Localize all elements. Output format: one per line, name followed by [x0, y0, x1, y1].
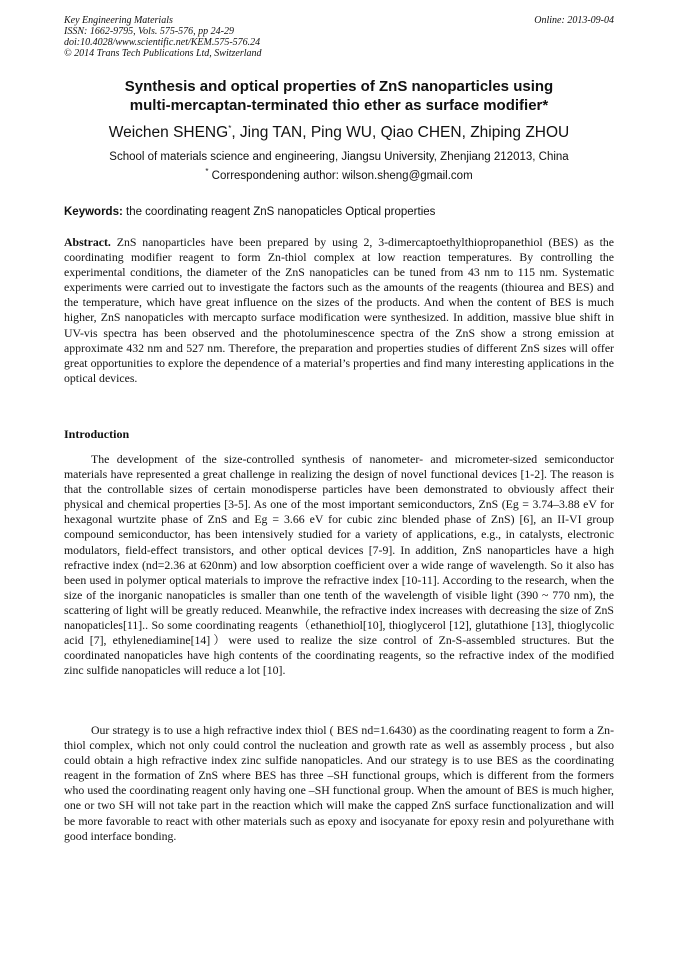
first-author: Weichen SHENG	[108, 124, 229, 141]
corresponding-mark: *	[228, 123, 232, 133]
keywords-label: Keywords:	[64, 206, 123, 218]
affiliation: School of materials science and engineering, Jiangsu University, Zhenjiang 212013, China	[109, 151, 569, 163]
correspondence-mark: *	[205, 167, 209, 177]
copyright-line: © 2014 Trans Tech Publications Ltd, Switzerland	[64, 48, 262, 59]
paper-title	[64, 77, 614, 115]
abstract-label: Abstract.	[64, 235, 111, 249]
journal-header	[64, 15, 614, 59]
correspondence	[64, 169, 614, 183]
keywords	[64, 205, 614, 219]
other-authors: , Jing TAN, Ping WU, Qiao CHEN, Zhiping ZHOU	[231, 124, 570, 141]
issn-line: ISSN: 1662-9795, Vols. 575-576, pp 24-29	[64, 26, 234, 37]
journal-name: Key Engineering Materials	[64, 15, 173, 26]
abstract-text: ZnS nanoparticles have been prepared by using 2, 3-dimercaptoethylthiopropanethiol (BES) as the coordinating modifier reagent to form Zn-thiol complex at low reaction temperatures. By controlling the experimental conditions, the diameter of the ZnS nanopaticles can be tuned from 43 nm to 115 nm. Systematic experiments were carried out to investigate the factors such as the amounts of the reagents (thiourea and BES) and the temperature, which have great influence on the sizes of the products. And when the content of BES is much higher, ZnS nanopaticles with mercapto surface modification were synthesized. In addition, massive blue shift in UV-vis spectra has been observed and the photoluminescence spectra of the ZnS show a strong emission at approximate 432 nm and 527 nm. Therefore, the preparation and properties studies of different ZnS sizes will offer great opportunities to explore the dependence of a material’s properties and find many interesting applications in the optical devices.	[64, 235, 614, 385]
introduction-paragraph-2: Our strategy is to use a high refractive index thiol ( BES nd=1.6430) as the coordinating reagent to form a Zn-thiol complex, which not only could control the nucleation and growth rate as well as assembly process , but also could obtain a high refractive index zinc sulfide nanopaticles. And our strategy is to use BES as the coordinating reagent in the formation of ZnS where BES has three –SH functional groups, which is different from the formers who used the coordinating reagent only having one –SH functional group. When the amount of BES is much higher, one or two SH will not take part in the reaction which will make the capped ZnS surface functionalization and will be more favorable to react with other materials such as epoxy and isocyanate for epoxy resin and polyurethane with good interface bonding.	[64, 723, 614, 843]
title-line-1: Synthesis and optical properties of ZnS nanoparticles using	[124, 78, 554, 95]
online-date: Online: 2013-09-04	[534, 15, 614, 26]
journal-info	[64, 15, 614, 59]
introduction-heading: Introduction	[64, 427, 130, 441]
title-line-2: multi-mercaptan-terminated thio ether as surface modifier*	[129, 97, 549, 114]
keywords-text: the coordinating reagent ZnS nanopaticles Optical properties	[126, 206, 436, 218]
doi-line: doi:10.4028/www.scientific.net/KEM.575-576.24	[64, 37, 261, 48]
abstract	[64, 235, 614, 386]
introduction-paragraph-1: The development of the size-controlled synthesis of nanometer- and micrometer-sized semiconductor materials have represented a great challenge in realizing the design of novel functional devices [1-2]. The reason is that the controllable sizes of certain monodisperse particles have been demonstrated to obviously affect their physical and chemical properties [3-5]. As one of the most important semiconductors, ZnS (Eg = 3.74–3.88 eV for hexagonal wurtzite phase of ZnS and Eg = 3.66 eV for cubic zinc blended phase of ZnS) [6], an II-VI group compound semiconductor, has been intensively studied for a variety of applications, e.g., in catalysts, electronic modulators, field-effect transistors, and other optical devices [7-9]. In addition, ZnS nanoparticles have a high refractive index (nd=2.36 at 620nm) and low absorption coefficient over a wide range of wavelength. So it also has been used in polymer optical materials to improve the refractive index [10-11]. According to the research, when the size of the inorganic nanopaticles is smaller than one tenth of the wavelength of visible light (390 ~ 770 nm), the scattering of light will be greatly reduced. Meanwhile, the refractive index increases with decreasing the size of ZnS nanopaticles[11].. So some coordinating reagents（ethanethiol[10], thioglycerol [12], glutathione [13], thioglycolic acid [7], ethylenediamine[14]）were used to realize the size control of Zn-S-assembled structures. But the coordinated nanopaticles have high contents of the coordinating reagents, so the refractive index of the modified zinc sulfide nanopaticles will reduce a lot [10].	[64, 452, 614, 678]
author-list	[64, 123, 614, 143]
correspondence-text: Correspondening author: wilson.sheng@gmail.com	[211, 170, 473, 182]
